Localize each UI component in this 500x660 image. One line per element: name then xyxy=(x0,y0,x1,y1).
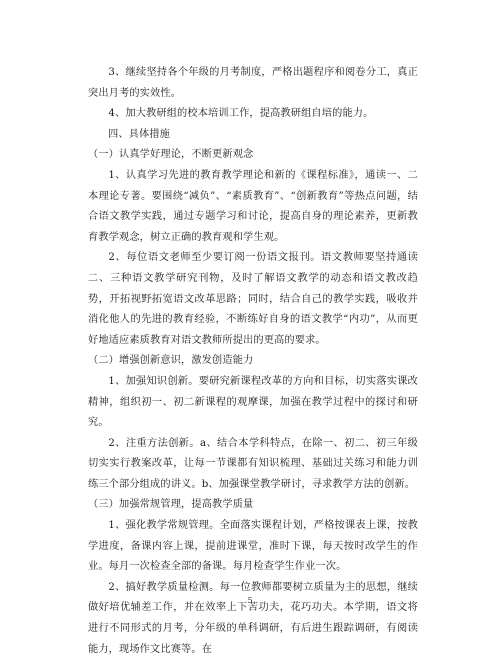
page-number: 5 xyxy=(247,596,253,605)
paragraph: 1、加强知识创新。要研究新课程改革的方向和目标，切实落实课改精神，组织初一、初二新课程的观摩课，加强在教学过程中的探讨和研究。 xyxy=(88,375,418,429)
paragraph: 2、每位语文老师至少要订阅一份语文报刊。语文教师要坚持通读二、三种语文教学研究刊物，及时了解语文教学的动态和语文教改趋势，开拓视野拓宽语文改革思路；同时，结合自己的教学实践，吸收并消化他人的先进的教育经验，不断练好自身的语文教学“内功”，从而更好地适应素质教育对语文教师所提出的更高的要求。 xyxy=(88,252,418,346)
paragraph: 1、认真学习先进的教育教学理论和新的《课程标准》，通读一、二本理论专著。要围绕“减负”、“素质教育”、“创新教育”等热点问题，结合语文教学实践，通过专题学习和讨论，提高自身的理论素养，更新教育教学观念，树立正确的教育观和学生观。 xyxy=(88,169,418,243)
paragraph: 2、搞好教学质量检测。每一位教师都要树立质量为主的思想，继续做好培优辅差工作，并在效率上下苦功夫，花巧功夫。本学期，语文将进行不同形式的月考，分年级的单科调研，有后进生跟踪调研，有阅读能力，现场作文比赛等。在 xyxy=(88,581,418,655)
paragraph: 1、强化教学常规管理。全面落实课程计划，严格按课表上课，按教学进度，备课内容上课，提前进课堂，准时下课，每天按时改学生的作业。每月一次检查全部的备课。每月检查学生作业一次。 xyxy=(88,520,418,573)
paragraph: 4、加大教研组的校本培训工作，提高教研组自培的能力。 xyxy=(108,108,374,120)
document-body xyxy=(88,63,418,660)
paragraph: 2、注重方法创新。a、结合本学科特点，在除一、初二、初三年级切实实行教案改革，让每一节课都有知识梳理、基础过关练习和能力训练三个部分组成的讲义。b、加强课堂教学研讨，寻求教学方法的创新。 xyxy=(88,437,418,490)
subsection-heading: （一）认真学好理论，不断更新观念 xyxy=(88,149,254,161)
subsection-heading: （三）加强常规管理，提高教学质量 xyxy=(88,499,254,511)
paragraph: 3、继续坚持各个年级的月考制度，严格出题程序和阅卷分工，真正突出月考的实效性。 xyxy=(88,67,418,99)
subsection-heading: （二）增强创新意识，激发创造能力 xyxy=(88,355,254,367)
section-heading: 四、具体措施 xyxy=(108,128,171,140)
